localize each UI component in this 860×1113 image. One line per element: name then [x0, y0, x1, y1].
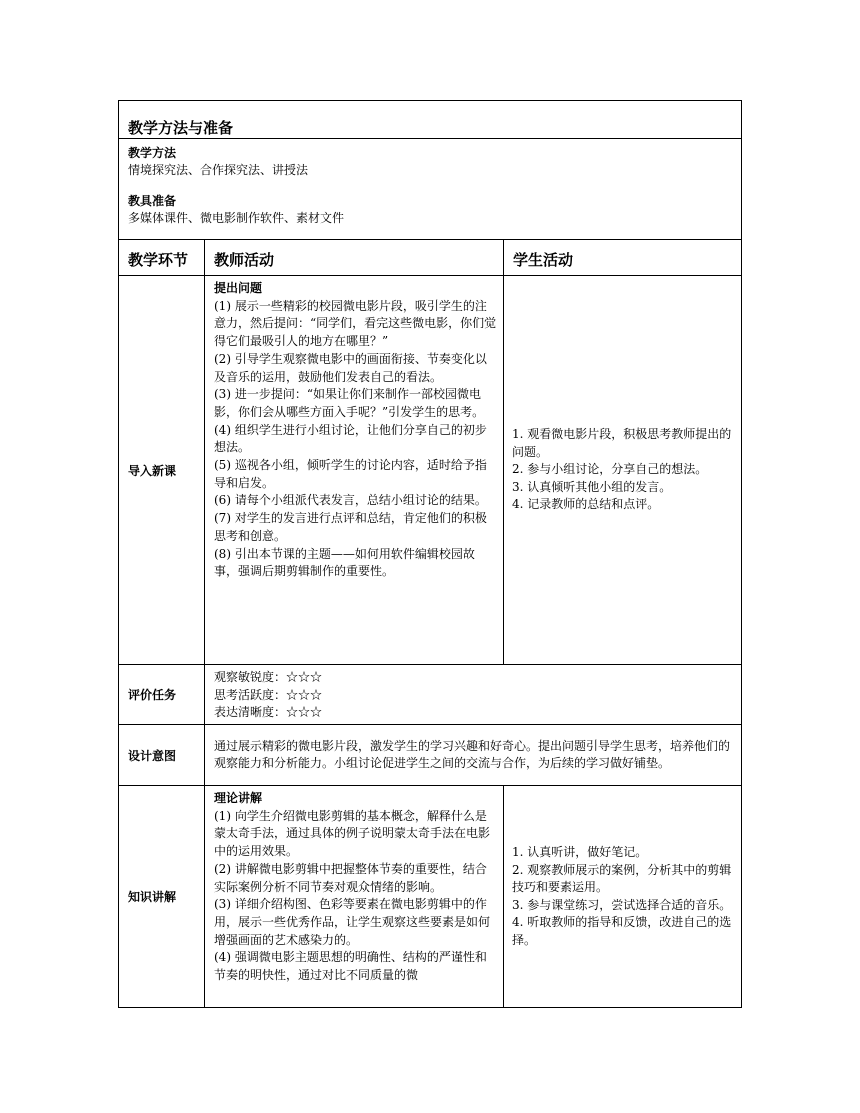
methods-text: 情境探究法、合作探究法、讲授法 — [128, 163, 309, 177]
lesson-plan-table — [118, 100, 742, 1008]
intro-teacher-heading: 提出问题 — [214, 281, 263, 295]
knowledge-teacher-heading: 理论讲解 — [214, 791, 263, 805]
knowledge-student-cell — [504, 786, 742, 1008]
intro-teacher-cell — [205, 276, 504, 665]
list-item: (6) 请每个小组派代表发言，总结小组讨论的结果。 — [214, 493, 487, 508]
list-item: 4. 听取教师的指导和反馈，改进自己的选择。 — [512, 915, 732, 947]
rating-item: 思考活跃度：☆☆☆ — [214, 687, 323, 702]
header-student: 学生活动 — [504, 240, 742, 276]
list-item: (2) 引导学生观察微电影中的画面衔接、节奏变化以及音乐的运用，鼓励他们发表自己的看法。 — [214, 351, 487, 384]
evaluation-label: 评价任务 — [119, 665, 205, 725]
preparation-cell — [119, 139, 742, 240]
list-item: 3. 认真倾听其他小组的发言。 — [512, 479, 672, 494]
list-item: 3. 参与课堂练习，尝试选择合适的音乐。 — [512, 897, 732, 912]
header-stage: 教学环节 — [119, 240, 205, 276]
knowledge-label: 知识讲解 — [119, 786, 205, 1008]
list-item: (3) 详细介绍构图、色彩等要素在微电影剪辑中的作用，展示一些优秀作品，让学生观察这些要素是如何增强画面的艺术感染力的。 — [214, 897, 491, 947]
intro-student-cell — [504, 276, 742, 665]
materials-heading: 教具准备 — [128, 194, 177, 208]
intro-label: 导入新课 — [119, 276, 205, 665]
section-title: 教学方法与准备 — [119, 101, 742, 139]
list-item: (4) 强调微电影主题思想的明确性、结构的严谨性和节奏的明快性，通过对比不同质量的微 — [214, 950, 487, 983]
knowledge-teacher-cell — [205, 786, 504, 1008]
design-text: 通过展示精彩的微电影片段，激发学生的学习兴趣和好奇心。提出问题引导学生思考，培养他们的观察能力和分析能力。小组讨论促进学生之间的交流与合作，为后续的学习做好铺垫。 — [205, 725, 742, 786]
list-item: (1) 向学生介绍微电影剪辑的基本概念，解释什么是蒙太奇手法，通过具体的例子说明蒙太奇手法在电影中的运用效果。 — [214, 808, 491, 859]
list-item: (8) 引出本节课的主题——如何用软件编辑校园故事，强调后期剪辑制作的重要性。 — [214, 546, 475, 579]
list-item: 4. 记录教师的总结和点评。 — [512, 497, 660, 512]
rating-item: 观察敏锐度：☆☆☆ — [214, 670, 323, 685]
list-item: 2. 参与小组讨论，分享自己的想法。 — [512, 462, 708, 477]
list-item: (3) 进一步提问：“如果让你们来制作一部校园微电影，你们会从哪些方面入手呢？”引发学生的思考。 — [214, 387, 485, 419]
header-teacher: 教师活动 — [205, 240, 504, 276]
list-item: 1. 认真听讲，做好笔记。 — [512, 845, 648, 859]
design-label: 设计意图 — [119, 725, 205, 786]
list-item: (7) 对学生的发言进行点评和总结，肯定他们的积极思考和创意。 — [214, 511, 487, 543]
list-item: 2. 观察教师展示的案例，分析其中的剪辑技巧和要素运用。 — [512, 862, 732, 894]
list-item: (2) 讲解微电影剪辑中把握整体节奏的重要性，结合实际案例分析不同节奏对观众情绪的影响。 — [214, 861, 487, 894]
list-item: (5) 巡视各小组，倾听学生的讨论内容，适时给予指导和启发。 — [214, 458, 487, 490]
list-item: (1) 展示一些精彩的校园微电影片段，吸引学生的注意力，然后提问：“同学们，看完这些微电影，你们觉得它们最吸引人的地方在哪里？” — [214, 298, 497, 349]
materials-text: 多媒体课件、微电影制作软件、素材文件 — [128, 211, 345, 225]
rating-item: 表达清晰度：☆☆☆ — [214, 705, 323, 720]
evaluation-cell — [205, 665, 742, 725]
list-item: 1. 观看微电影片段，积极思考教师提出的问题。 — [512, 427, 732, 459]
methods-heading: 教学方法 — [128, 146, 177, 160]
list-item: (4) 组织学生进行小组讨论，让他们分享自己的初步想法。 — [214, 422, 487, 455]
